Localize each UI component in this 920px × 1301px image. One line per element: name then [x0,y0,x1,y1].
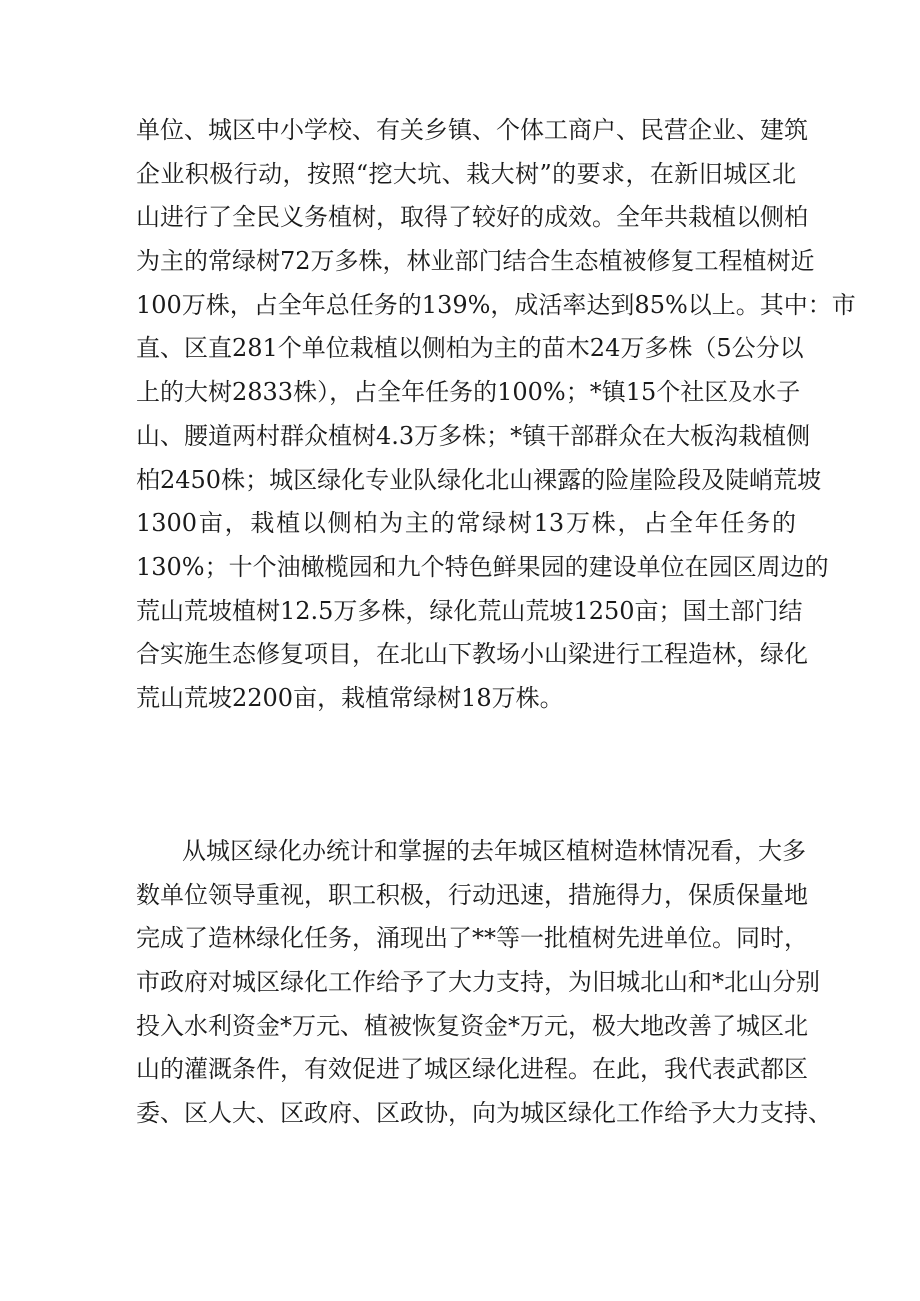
paragraph-line: 上的大树2833株），占全年任务的100%；*镇15个社区及水子 [136,378,801,407]
paragraph-line: 市政府对城区绿化工作给予了大力支持，为旧城北山和*北山分别 [136,968,820,997]
paragraph-line: 山的灌溉条件，有效促进了城区绿化进程。在此，我代表武都区 [136,1055,808,1084]
paragraph-line: 企业积极行动，按照“挖大坑、栽大树”的要求，在新旧城区北 [136,159,796,188]
paragraph-line: 130%；十个油橄榄园和九个特色鲜果园的建设单位在园区周边的 [136,552,829,581]
paragraph-line: 委、区人大、区政府、区政协，向为城区绿化工作给予大力支持、 [136,1099,832,1128]
paragraph-line: 柏2450株；城区绿化专业队绿化北山裸露的险崖险段及陡峭荒坡 [136,465,822,494]
paragraph-line: 荒山荒坡植树12.5万多株，绿化荒山荒坡1250亩；国土部门结 [136,596,803,625]
paragraph-1 [136,109,856,721]
paragraph-line: 从城区绿化办统计和掌握的去年城区植树造林情况看，大多 [182,837,806,865]
paragraph-line: 合实施生态修复项目，在北山下教场小山梁进行工程造林，绿化 [136,640,808,669]
paragraph-line: 100万株，占全年总任务的139%，成活率达到85%以上。其中：市 [136,290,856,319]
paragraph-line: 投入水利资金*万元、植被恢复资金*万元，极大地改善了城区北 [136,1011,808,1040]
paragraph-line: 1300亩，栽植以侧柏为主的常绿树13万株，占全年任务的 [136,509,796,538]
paragraph-line: 单位、城区中小学校、有关乡镇、个体工商户、民营企业、建筑 [136,116,808,144]
paragraph-line: 山进行了全民义务植树，取得了较好的成效。全年共栽植以侧柏 [136,203,808,232]
paragraph-line: 完成了造林绿化任务，涌现出了**等一批植树先进单位。同时， [136,924,808,953]
paragraph-line: 荒山荒坡2200亩，栽植常绿树18万株。 [136,683,564,712]
paragraph-2 [136,830,832,1136]
paragraph-line: 为主的常绿树72万多株，林业部门结合生态植被修复工程植树近 [136,247,815,276]
paragraph-line: 数单位领导重视，职工积极，行动迅速，措施得力，保质保量地 [136,880,808,909]
paragraph-line: 直、区直281个单位栽植以侧柏为主的苗木24万多株（5公分以 [136,334,804,363]
paragraph-line: 山、腰道两村群众植树4.3万多株；*镇干部群众在大板沟栽植侧 [136,421,811,450]
